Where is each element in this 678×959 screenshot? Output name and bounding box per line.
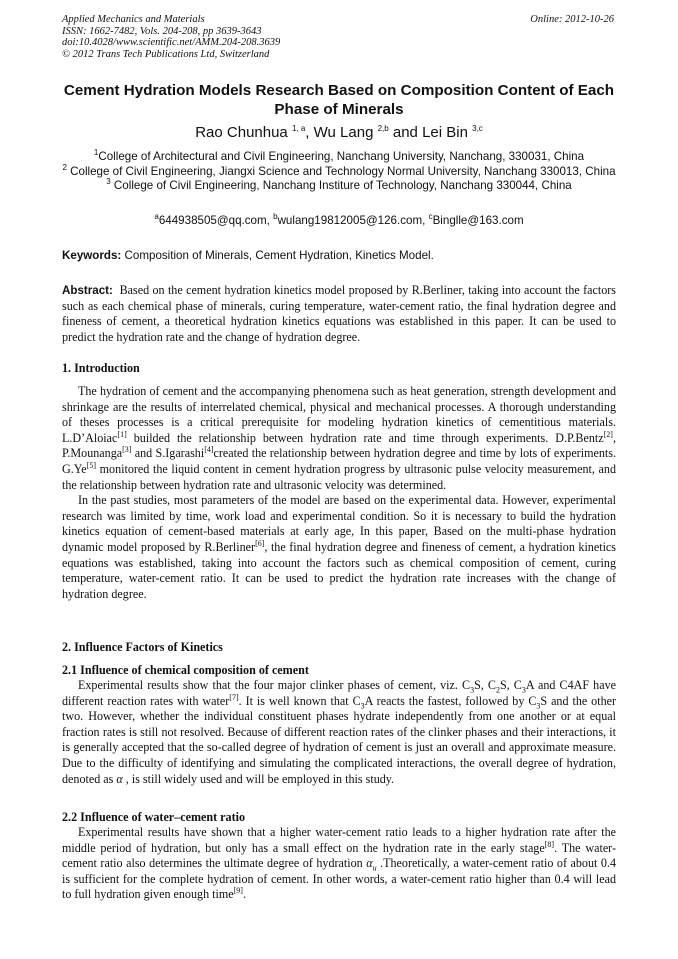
citation: [3] (122, 445, 132, 455)
paragraph: Experimental results show that the four major clinker phases of cement, viz. $C_3S$, $C_2S$, $C_3A$ and C4AF have different reaction rates with water[7]. It is well known that $C_3A$ reacts the fastest, followed by $C_3S$ and the other two. However, whether the individual constituent phases hydrate independently from one another or at equal fraction rates is still not resolved. Because of different reaction rates of the clinker phases and their interactions, it is generally accepted that the so-called degree of hydration of cement is just an overall and approximate measure. Due to the difficulty of identifying and simulating the complicated interactions, the overall degree of hydration, denoted as α , is still widely used and will be employed in this study. (62, 678, 617, 786)
abstract (62, 283, 616, 345)
keywords-text: Composition of Minerals, Cement Hydration, Kinetics Model. (124, 249, 434, 262)
paragraph: Experimental results have shown that a higher water-cement ratio leads to a higher hydration rate after the middle period of hydration, but only has a small effect on the hydration rate in the early stage[8]. The water-cement ratio also determines the ultimate degree of hydration $\alpha_u$ .Theoretically, a water-cement ratio of about 0.4 is sufficient for the complete hydration of cement. In other words, a water-cement ratio higher than 0.4 will lead to full hydration given enough time[9]. (62, 825, 616, 902)
issn-line: ISSN: 1662-7482, Vols. 204-208, pp 3639-3643 (62, 25, 262, 37)
email-link[interactable]: Binglle@163.com (432, 214, 524, 227)
subsection-2-2-body (62, 825, 616, 903)
citation: [7] (229, 692, 239, 702)
keywords-label: Keywords: (62, 249, 122, 262)
alpha-symbol: α (116, 771, 123, 786)
affiliation-3: $^3$ College of Civil Engineering, Nanchang Institure of Technology, Nanchang 330044, China (106, 177, 572, 193)
keywords (62, 249, 616, 263)
abstract-label: Abstract: (62, 284, 113, 297)
author-name: Wu Lang (313, 124, 374, 141)
paper-title: Cement Hydration Models Research Based on Composition Content of Each Phase of Minerals (63, 82, 615, 118)
author-name: Lei Bin (422, 124, 468, 141)
section-heading: 2. Influence Factors of Kinetics (62, 640, 223, 654)
citation: [5] (86, 460, 96, 470)
author-name: Rao Chunhua (195, 124, 288, 141)
citation: [4] (204, 445, 214, 455)
subsection-heading: 2.1 Influence of chemical composition of cement (62, 663, 309, 677)
email-link[interactable]: wulang19812005@126.com, (277, 214, 426, 227)
email-link[interactable]: 644938505@qq.com, (158, 214, 270, 227)
author-affil-mark: 2,b (377, 124, 389, 133)
journal-header (62, 14, 280, 60)
journal-name: Applied Mechanics and Materials (62, 14, 205, 25)
affiliation-1: $^1$College of Architectural and Civil Engineering, Nanchang University, Nanchang, 330031, China (93, 148, 585, 163)
section-heading: 1. Introduction (62, 361, 140, 375)
citation: [9] (233, 886, 243, 896)
subsection-heading: 2.2 Influence of water–cement ratio (62, 810, 246, 824)
citation: [2] (603, 429, 613, 439)
alpha-symbol: α (366, 856, 373, 871)
affiliations (62, 150, 616, 194)
citation: [6] (255, 538, 265, 548)
paragraph: The hydration of cement and the accompanying phenomena such as heat generation, strength development and shrinkage are the results of interrelated chemical, physical and mechanical processes. A thorough understanding of theses processes is a critical prerequisite for modeling hydration kinetics of cementitious materials. L.D’Aloiac[1] builded the relationship between hydration rate and time through experiments. D.P.Bentz[2], P.Mounanga[3] and S.Igarashi[4]created the relationship between hydration degree and time by lots of experiments. G.Ye[5] monitored the liquid content in cement hydration progress by ultrasonic pulse velocity measurement, and the relationship between hydration rate and ultrasonic velocity was determined. (62, 384, 616, 492)
author-line: Rao Chunhua $^{1, a}$, Wu Lang $^{2,b}$ and Lei Bin $^{3,c}$ (195, 124, 483, 141)
author-affil-mark: 1, a (291, 124, 306, 133)
citation: [1] (117, 429, 127, 439)
author-affil-mark: 3,c (472, 124, 483, 133)
section-1-body (62, 384, 616, 602)
copyright-line: © 2012 Trans Tech Publications Ltd, Switzerland (62, 48, 270, 60)
online-date: Online: 2012-10-26 (530, 14, 614, 25)
abstract-text: Based on the cement hydration kinetics model proposed by R.Berliner, taking into account the factors such as each chemical phase of minerals, curing temperature, water-cement ratio, the final hydration degree and fineness of cement, a theoretical hydration kinetics equations was established in this paper. It can be used to predict the hydration rate and the change of hydration degree. (62, 283, 617, 344)
email-line: $^a$644938505@qq.com, $^b$wulang19812005@126.com, $^c$Binglle@163.com (154, 212, 524, 227)
affiliation-2: $^2$ College of Civil Engineering, Jiangxi Science and Technology Normal University, Nanchang 330013, China (62, 162, 616, 178)
subsection-2-1-body (62, 678, 616, 787)
doi-line[interactable]: doi:10.4028/www.scientific.net/AMM.204-208.3639 (62, 37, 281, 49)
paragraph: In the past studies, most parameters of the model are based on the experimental data. However, experimental research was limited by time, work load and experimental condition. So it is necessary to build the hydration kinetics equation of cement-based materials at early age, In this paper, Based on the multi-phase hydration dynamic model proposed by R.Berliner[6], the final hydration degree and fineness of cement, a hydration kinetics equations was established, taking into account the factors such as chemical composition of cement, curing temperature, water-cement ratio. It can be used to predict the hydration rate increases with the change of hydration degree. (62, 493, 617, 601)
citation: [8] (544, 839, 555, 849)
